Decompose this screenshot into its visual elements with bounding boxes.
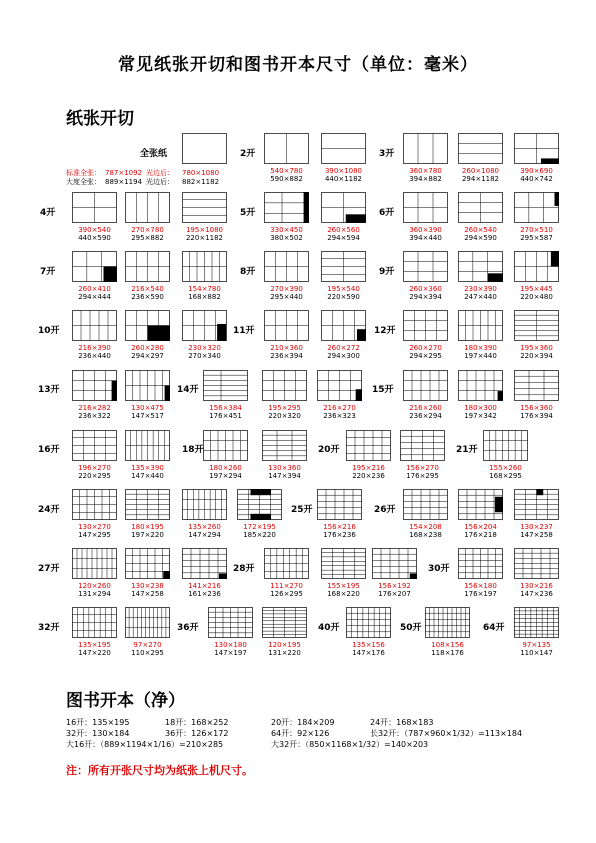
full-sheet-diagram [182, 133, 227, 164]
cut-14a-trim-size: 156×384 [209, 404, 242, 412]
cut-27b-trim-size: 130×238 [131, 582, 164, 590]
cut-30a-diagram [458, 548, 503, 579]
cut-2a-trim-size: 540×780 [270, 167, 303, 175]
label-40kai: 40开 [318, 623, 340, 633]
cut-26b-sheet-size: 176×218 [464, 531, 497, 539]
label-21kai: 21开 [456, 445, 478, 455]
cut-2b-sheet-size: 440×1182 [324, 175, 363, 183]
cut-20b-sheet-size: 176×295 [406, 472, 439, 480]
cut-20a-trim-size: 195×216 [352, 464, 385, 472]
cut-32a-diagram [72, 607, 117, 638]
cut-11a-diagram [264, 310, 309, 341]
label-18kai: 18开 [182, 445, 204, 455]
cut-9c-trim-size: 195×445 [520, 285, 553, 293]
label-7kai: 7开 [40, 267, 56, 277]
cut-4c-diagram [182, 192, 227, 223]
cut-26a-sheet-size: 168×238 [409, 531, 442, 539]
label-28kai: 28开 [233, 564, 255, 574]
cut-15a-diagram [403, 370, 448, 401]
label-14kai: 14开 [177, 385, 199, 395]
cut-12a-trim-size: 260×270 [409, 344, 442, 352]
format-18: 18开：168×252 [165, 718, 229, 727]
cut-7b-trim-size: 216×540 [131, 285, 164, 293]
cut-24b-diagram [125, 489, 170, 520]
cut-12b-trim-size: 180×390 [464, 344, 497, 352]
cut-15c-sheet-size: 176×394 [520, 412, 553, 420]
cut-7b-diagram [125, 251, 170, 282]
cut-24c-diagram [182, 489, 227, 520]
label-6kai: 6开 [379, 208, 395, 218]
cut-25a-diagram [317, 489, 362, 520]
cut-5b-diagram [321, 192, 366, 223]
cut-10a-diagram [72, 310, 117, 341]
label-27kai: 27开 [38, 564, 60, 574]
cut-27c-trim-size: 141×216 [188, 582, 221, 590]
cut-9b-sheet-size: 247×440 [464, 293, 497, 301]
cut-36b-diagram [262, 607, 307, 638]
cut-15c-trim-size: 156×360 [520, 404, 553, 412]
section-heading-cutting: 纸张开切 [66, 109, 134, 129]
big-sheet-label: 大度全张： [66, 178, 101, 186]
standard-sheet-edge-label: 光边后： [146, 169, 174, 177]
cut-18a-diagram [203, 430, 248, 461]
cut-13b-sheet-size: 147×517 [131, 412, 164, 420]
footnote: 注：所有开张尺寸均为纸张上机尺寸。 [66, 764, 253, 777]
cut-50a-sheet-size: 118×176 [431, 649, 464, 657]
cut-9b-trim-size: 230×390 [464, 285, 497, 293]
cut-30a-sheet-size: 176×197 [464, 590, 497, 598]
cut-36a-diagram [208, 607, 253, 638]
cut-9a-trim-size: 260×360 [409, 285, 442, 293]
cut-24a-trim-size: 130×270 [78, 523, 111, 531]
label-20kai: 20开 [318, 445, 340, 455]
cut-27c-diagram [182, 548, 227, 579]
cut-13a-sheet-size: 236×322 [78, 412, 111, 420]
cut-24d-trim-size: 172×195 [243, 523, 276, 531]
cut-18b-trim-size: 130×360 [268, 464, 301, 472]
section-heading-formats: 图书开本（净） [66, 691, 185, 711]
cut-18b-sheet-size: 147×394 [268, 472, 301, 480]
cut-11a-sheet-size: 236×394 [270, 352, 303, 360]
cut-3c-diagram [514, 133, 559, 164]
cut-10c-diagram [182, 310, 227, 341]
cut-32b-diagram [125, 607, 170, 638]
cut-32a-sheet-size: 147×220 [78, 649, 111, 657]
cut-64a-sheet-size: 110×147 [520, 649, 553, 657]
cut-7a-trim-size: 260×410 [78, 285, 111, 293]
format-big-32: 大32开：（850×1168×1/32）=140×203 [271, 740, 429, 749]
label-25kai: 25开 [291, 505, 313, 515]
cut-4a-trim-size: 390×540 [78, 226, 111, 234]
cut-9a-sheet-size: 294×394 [409, 293, 442, 301]
cut-28b-sheet-size: 168×220 [327, 590, 360, 598]
cut-5a-diagram [264, 192, 309, 223]
format-big-16: 大16开：（889×1194×1/16）=210×285 [66, 740, 224, 749]
label-5kai: 5开 [240, 208, 256, 218]
cut-2a-sheet-size: 590×882 [270, 175, 303, 183]
cut-25a-sheet-size: 176×236 [323, 531, 356, 539]
cut-12a-diagram [403, 310, 448, 341]
cut-13a-trim-size: 216×282 [78, 404, 111, 412]
cut-6c-trim-size: 270×510 [520, 226, 553, 234]
cut-26b-diagram [458, 489, 503, 520]
format-32: 32开：130×184 [66, 729, 130, 738]
cut-28c-diagram [372, 548, 417, 579]
label-4kai: 4开 [40, 208, 56, 218]
label-24kai: 24开 [38, 505, 60, 515]
cut-50a-trim-size: 108×156 [431, 641, 464, 649]
cut-6b-diagram [458, 192, 503, 223]
cut-26c-sheet-size: 147×258 [520, 531, 553, 539]
cut-27a-diagram [72, 548, 117, 579]
cut-28a-diagram [264, 548, 309, 579]
cut-20a-sheet-size: 220×236 [352, 472, 385, 480]
cut-32a-trim-size: 135×195 [78, 641, 111, 649]
cut-14a-diagram [203, 370, 248, 401]
cut-3b-diagram [458, 133, 503, 164]
cut-3c-trim-size: 390×690 [520, 167, 553, 175]
cut-24b-trim-size: 180×195 [131, 523, 164, 531]
cut-10a-trim-size: 216×390 [78, 344, 111, 352]
cut-5a-sheet-size: 380×502 [270, 234, 303, 242]
cut-28b-trim-size: 155×195 [327, 582, 360, 590]
cut-40a-diagram [346, 607, 391, 638]
cut-20a-diagram [346, 430, 391, 461]
cut-5b-trim-size: 260×560 [327, 226, 360, 234]
cut-14c-diagram [317, 370, 362, 401]
cut-6a-trim-size: 360×390 [409, 226, 442, 234]
cut-21a-sheet-size: 168×295 [489, 472, 522, 480]
cut-6b-sheet-size: 294×590 [464, 234, 497, 242]
cut-27b-sheet-size: 147×258 [131, 590, 164, 598]
cut-24a-diagram [72, 489, 117, 520]
cut-15b-sheet-size: 197×342 [464, 412, 497, 420]
cut-50a-diagram [425, 607, 470, 638]
cut-7c-trim-size: 154×780 [188, 285, 221, 293]
cut-26c-trim-size: 130×237 [520, 523, 553, 531]
cut-10c-trim-size: 230×320 [188, 344, 221, 352]
cut-2a-diagram [264, 133, 309, 164]
cut-2b-diagram [321, 133, 366, 164]
cut-32b-trim-size: 97×270 [133, 641, 162, 649]
big-sheet-edge-size: 882×1182 [182, 178, 220, 186]
cut-8b-diagram [321, 251, 366, 282]
cut-24b-sheet-size: 197×220 [131, 531, 164, 539]
cut-28c-trim-size: 156×192 [378, 582, 411, 590]
standard-sheet-edge-size: 780×1080 [182, 169, 220, 177]
cut-14b-diagram [262, 370, 307, 401]
cut-18a-trim-size: 180×260 [209, 464, 242, 472]
cut-6a-sheet-size: 394×440 [409, 234, 442, 242]
cut-36b-sheet-size: 131×220 [268, 649, 301, 657]
cut-11a-trim-size: 210×360 [270, 344, 303, 352]
cut-10a-sheet-size: 236×440 [78, 352, 111, 360]
cut-12b-diagram [458, 310, 503, 341]
cut-30a-trim-size: 156×180 [464, 582, 497, 590]
cut-3b-sheet-size: 294×1182 [461, 175, 500, 183]
label-30kai: 30开 [428, 564, 450, 574]
cut-6a-diagram [403, 192, 448, 223]
label-13kai: 13开 [38, 385, 60, 395]
cut-28c-sheet-size: 176×207 [378, 590, 411, 598]
cut-21a-trim-size: 155×260 [489, 464, 522, 472]
label-11kai: 11开 [233, 326, 255, 336]
cut-4b-sheet-size: 295×882 [131, 234, 164, 242]
cut-3a-trim-size: 360×780 [409, 167, 442, 175]
cut-9c-diagram [514, 251, 559, 282]
cut-40a-trim-size: 135×156 [352, 641, 385, 649]
cut-11b-sheet-size: 294×300 [327, 352, 360, 360]
cut-4a-diagram [72, 192, 117, 223]
cut-26c-diagram [514, 489, 559, 520]
cut-20b-trim-size: 156×270 [406, 464, 439, 472]
cut-36a-sheet-size: 147×197 [214, 649, 247, 657]
cut-64a-diagram [514, 607, 559, 638]
cut-16b-trim-size: 135×390 [131, 464, 164, 472]
cut-16a-sheet-size: 220×295 [78, 472, 111, 480]
format-16: 16开：135×195 [66, 718, 130, 727]
cut-6c-sheet-size: 295×587 [520, 234, 553, 242]
label-64kai: 64开 [483, 623, 505, 633]
cut-18b-diagram [262, 430, 307, 461]
cut-15c-diagram [514, 370, 559, 401]
label-9kai: 9开 [379, 267, 395, 277]
label-16kai: 16开 [38, 445, 60, 455]
format-20: 20开：184×209 [271, 718, 335, 727]
cut-3a-sheet-size: 394×882 [409, 175, 442, 183]
cut-24d-sheet-size: 185×220 [243, 531, 276, 539]
cut-16b-sheet-size: 147×440 [131, 472, 164, 480]
cut-20b-diagram [400, 430, 445, 461]
cut-7c-sheet-size: 168×882 [188, 293, 221, 301]
label-3kai: 3开 [379, 149, 395, 159]
cut-14a-sheet-size: 176×451 [209, 412, 242, 420]
big-sheet-size: 889×1194 [105, 178, 143, 186]
cut-40a-sheet-size: 147×176 [352, 649, 385, 657]
cut-24c-trim-size: 135×260 [188, 523, 221, 531]
cut-26a-trim-size: 154×208 [409, 523, 442, 531]
cut-11b-trim-size: 260×272 [327, 344, 360, 352]
cut-11b-diagram [321, 310, 366, 341]
cut-8a-diagram [264, 251, 309, 282]
cut-21a-diagram [483, 430, 528, 461]
cut-27b-diagram [125, 548, 170, 579]
cut-7b-sheet-size: 236×590 [131, 293, 164, 301]
cut-64a-trim-size: 97×135 [522, 641, 551, 649]
cut-8a-trim-size: 270×390 [270, 285, 303, 293]
cut-5b-sheet-size: 294×594 [327, 234, 360, 242]
format-24: 24开：168×183 [370, 718, 434, 727]
cut-4c-trim-size: 195×1080 [185, 226, 224, 234]
cut-5a-trim-size: 330×450 [270, 226, 303, 234]
label-15kai: 15开 [372, 385, 394, 395]
cut-26b-trim-size: 156×204 [464, 523, 497, 531]
cut-9a-diagram [403, 251, 448, 282]
cut-36a-trim-size: 130×180 [214, 641, 247, 649]
label-32kai: 32开 [38, 623, 60, 633]
cut-7c-diagram [182, 251, 227, 282]
cut-32b-sheet-size: 110×295 [131, 649, 164, 657]
cut-3c-sheet-size: 440×742 [520, 175, 553, 183]
full-sheet-label: 全张纸 [140, 149, 168, 159]
cut-12c-diagram [514, 310, 559, 341]
cut-3b-trim-size: 260×1080 [461, 167, 500, 175]
cut-10b-trim-size: 260×280 [131, 344, 164, 352]
cut-12b-sheet-size: 197×440 [464, 352, 497, 360]
cut-16a-diagram [72, 430, 117, 461]
cut-15a-sheet-size: 236×294 [409, 412, 442, 420]
cut-27a-sheet-size: 131×294 [78, 590, 111, 598]
cut-7a-sheet-size: 294×444 [78, 293, 111, 301]
cut-4b-trim-size: 270×780 [131, 226, 164, 234]
label-50kai: 50开 [400, 623, 422, 633]
cut-13b-diagram [125, 370, 170, 401]
cut-10b-diagram [125, 310, 170, 341]
cut-30b-trim-size: 130×216 [520, 582, 553, 590]
cut-24d-diagram [237, 489, 282, 520]
label-8kai: 8开 [240, 267, 256, 277]
cut-2b-trim-size: 390×1080 [324, 167, 363, 175]
cut-12a-sheet-size: 294×295 [409, 352, 442, 360]
cut-28a-sheet-size: 126×295 [270, 590, 303, 598]
format-long-32: 长32开：（787×960×1/32）=113×184 [370, 729, 523, 738]
page-title: 常见纸张开切和图书开本尺寸（单位：毫米） [118, 55, 478, 75]
cut-8b-trim-size: 195×540 [327, 285, 360, 293]
cut-8a-sheet-size: 295×440 [270, 293, 303, 301]
cut-24a-sheet-size: 147×295 [78, 531, 111, 539]
cut-14b-sheet-size: 220×320 [268, 412, 301, 420]
cut-9b-diagram [458, 251, 503, 282]
cut-7a-diagram [72, 251, 117, 282]
cut-10b-sheet-size: 294×297 [131, 352, 164, 360]
cut-16a-trim-size: 196×270 [78, 464, 111, 472]
cut-28a-trim-size: 111×270 [270, 582, 303, 590]
cut-15a-trim-size: 216×260 [409, 404, 442, 412]
cut-4a-sheet-size: 440×590 [78, 234, 111, 242]
cut-6c-diagram [514, 192, 559, 223]
cut-30b-diagram [514, 548, 559, 579]
standard-sheet-label: 标准全张： [66, 169, 101, 177]
cut-3a-diagram [403, 133, 448, 164]
cut-27a-trim-size: 120×260 [78, 582, 111, 590]
cut-4b-diagram [125, 192, 170, 223]
cut-28b-diagram [321, 548, 366, 579]
format-64: 64开：92×126 [271, 729, 330, 738]
cut-36b-trim-size: 120×195 [268, 641, 301, 649]
cut-8b-sheet-size: 220×590 [327, 293, 360, 301]
cut-10c-sheet-size: 270×340 [188, 352, 221, 360]
cut-12c-sheet-size: 220×394 [520, 352, 553, 360]
cut-14c-trim-size: 216×270 [323, 404, 356, 412]
cut-15b-diagram [458, 370, 503, 401]
cut-6b-trim-size: 260×540 [464, 226, 497, 234]
cut-27c-sheet-size: 161×236 [188, 590, 221, 598]
cut-25a-trim-size: 156×216 [323, 523, 356, 531]
format-36: 36开：126×172 [165, 729, 229, 738]
standard-sheet-size: 787×1092 [105, 169, 143, 177]
cut-15b-trim-size: 180×300 [464, 404, 497, 412]
cut-16b-diagram [125, 430, 170, 461]
label-36kai: 36开 [177, 623, 199, 633]
cut-18a-sheet-size: 197×294 [209, 472, 242, 480]
cut-14c-sheet-size: 236×323 [323, 412, 356, 420]
label-10kai: 10开 [38, 326, 60, 336]
label-26kai: 26开 [374, 505, 396, 515]
label-2kai: 2开 [240, 149, 256, 159]
cut-14b-trim-size: 195×295 [268, 404, 301, 412]
cut-9c-sheet-size: 220×480 [520, 293, 553, 301]
label-12kai: 12开 [374, 326, 396, 336]
cut-12c-trim-size: 195×360 [520, 344, 553, 352]
cut-26a-diagram [403, 489, 448, 520]
cut-24c-sheet-size: 147×294 [188, 531, 221, 539]
cut-13b-trim-size: 130×475 [131, 404, 164, 412]
cut-30b-sheet-size: 147×236 [520, 590, 553, 598]
cut-4c-sheet-size: 220×1182 [185, 234, 224, 242]
big-sheet-edge-label: 光边后： [146, 178, 174, 186]
cut-13a-diagram [72, 370, 117, 401]
